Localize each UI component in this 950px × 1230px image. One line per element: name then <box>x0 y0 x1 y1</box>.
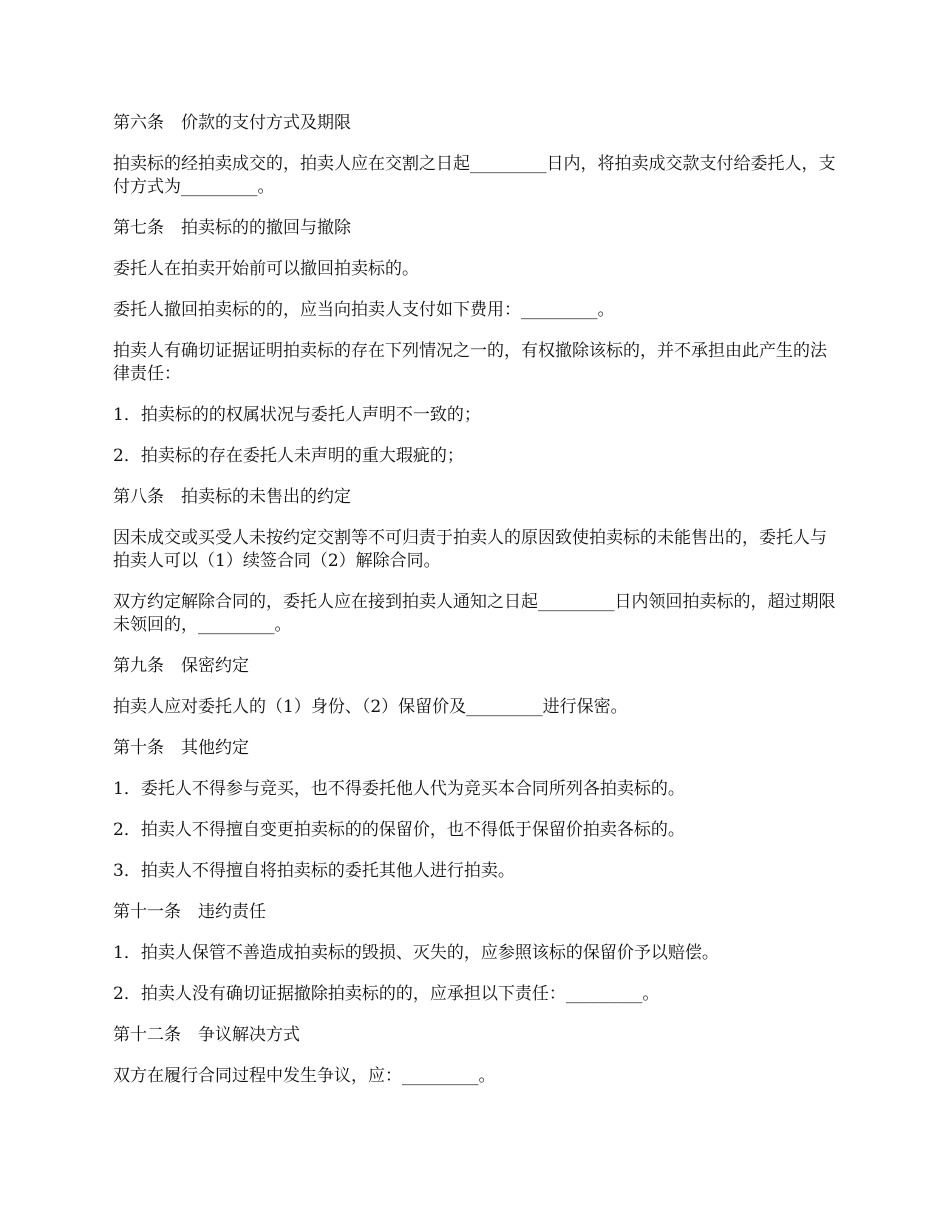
article-7-condition-1: 1．拍卖标的的权属状况与委托人声明不一致的； <box>113 405 481 425</box>
article-11-item-1: 1．拍卖人保管不善造成拍卖标的毁损、灭失的，应参照该标的保留价予以赔偿。 <box>113 943 719 963</box>
article-10-item-3: 3．拍卖人不得擅自将拍卖标的委托其他人进行拍卖。 <box>113 861 515 881</box>
article-6-heading: 第六条 价款的支付方式及期限 <box>113 113 351 133</box>
article-10-item-1: 1．委托人不得参与竞买，也不得委托他人代为竞买本合同所列各拍卖标的。 <box>113 779 685 799</box>
article-11-item-2: 2．拍卖人没有确切证据撤除拍卖标的的，应承担以下责任：_________。 <box>113 984 660 1004</box>
article-7-condition-2: 2．拍卖标的存在委托人未声明的重大瑕疵的； <box>113 446 464 466</box>
article-7-withdraw-fee: 委托人撤回拍卖标的的，应当向拍卖人支付如下费用：_________。 <box>113 300 615 320</box>
article-8-termination-retrieval: 双方约定解除合同的，委托人应在接到拍卖人通知之日起_________日内领回拍卖标的，超过期限未领回的，_________。 <box>113 592 836 635</box>
article-12-heading: 第十二条 争议解决方式 <box>113 1025 300 1045</box>
article-7-removal-conditions: 拍卖人有确切证据证明拍卖标的存在下列情况之一的，有权撤除该标的，并不承担由此产生的法律责任： <box>113 341 827 384</box>
article-9-heading: 第九条 保密约定 <box>113 656 249 676</box>
article-12-dispute-resolution: 双方在履行合同过程中发生争议，应：_________。 <box>113 1066 496 1086</box>
article-6-payment-terms: 拍卖标的经拍卖成交的，拍卖人应在交割之日起_________日内，将拍卖成交款支付给委托人，支付方式为_________。 <box>113 154 836 197</box>
article-8-heading: 第八条 拍卖标的未售出的约定 <box>113 487 351 507</box>
article-10-item-2: 2．拍卖人不得擅自变更拍卖标的的保留价，也不得低于保留价拍卖各标的。 <box>113 820 685 840</box>
article-7-heading: 第七条 拍卖标的的撤回与撤除 <box>113 218 351 238</box>
article-9-confidentiality: 拍卖人应对委托人的（1）身份、（2）保留价及_________进行保密。 <box>113 697 628 717</box>
article-11-heading: 第十一条 违约责任 <box>113 902 266 922</box>
article-8-unsold-options: 因未成交或买受人未按约定交割等不可归责于拍卖人的原因致使拍卖标的未能售出的，委托人与拍卖人可以（1）续签合同（2）解除合同。 <box>113 528 827 571</box>
article-7-withdraw-before-auction: 委托人在拍卖开始前可以撤回拍卖标的。 <box>113 259 419 279</box>
article-10-heading: 第十条 其他约定 <box>113 738 249 758</box>
document-page <box>113 112 843 1106</box>
